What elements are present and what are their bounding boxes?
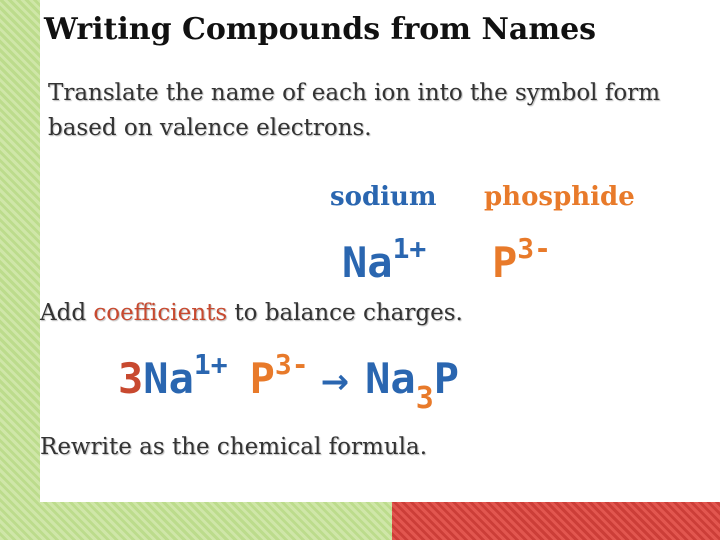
formula-subscript: 3 [415, 381, 434, 417]
eq-cation-symbol: Na [143, 354, 194, 403]
eq-cation [143, 348, 228, 403]
cation-symbol [342, 232, 427, 287]
coefficient: 3 [118, 354, 144, 403]
step2-prefix: Add [40, 300, 94, 326]
arrow-icon: → [320, 362, 350, 402]
eq-anion-charge: 3- [274, 348, 309, 381]
anion-name: phosphide [484, 182, 635, 212]
step2-suffix: to balance charges. [227, 300, 463, 326]
cation-symbol-text: Na [342, 238, 393, 287]
formula-result [365, 354, 460, 417]
step2-highlight: coefficients [93, 300, 228, 326]
cation-charge: 1+ [392, 232, 427, 265]
anion-symbol [492, 232, 552, 287]
bottom-decorative-stripe [0, 502, 720, 540]
bottom-stripe-red [392, 502, 720, 540]
cation-name: sodium [330, 182, 437, 212]
anion-charge: 3- [517, 232, 552, 265]
formula-part-a: Na [365, 354, 416, 403]
eq-anion-symbol: P [249, 354, 275, 403]
formula-part-b: P [433, 354, 460, 403]
anion-symbol-text: P [492, 238, 518, 287]
step2-text [40, 300, 463, 326]
eq-cation-charge: 1+ [193, 348, 228, 381]
bottom-stripe-green [0, 502, 392, 540]
slide-title: Writing Compounds from Names [44, 12, 597, 47]
step3-text: Rewrite as the chemical formula. [40, 434, 428, 460]
eq-anion [249, 348, 309, 403]
balanced-equation [118, 348, 460, 422]
intro-text: Translate the name of each ion into the symbol form based on valence electrons. [48, 80, 661, 141]
